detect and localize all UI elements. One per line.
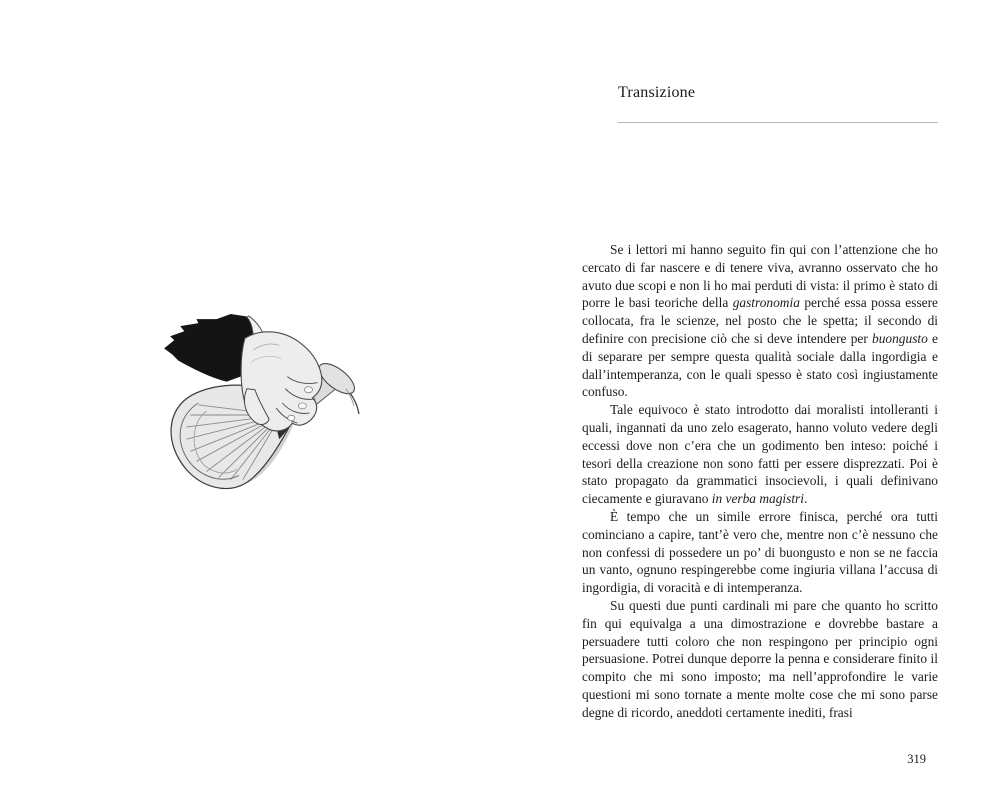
chapter-title: Transizione [618,84,696,101]
paragraph: Se i lettori mi hanno seguito fin qui con l’attenzione che ho cercato di far nascere e di tenere viva, avranno osservato che ho avuto due scopi e non li ho mai perduti di vista: il primo è stato di porre le basi teoriche della gastronomia perché essa possa essere collocata, fra le scienze, nel posto che le spetta; il secondo di definire con precisione ciò che si deve intendere per buongusto e di separare per sempre questa qualità sociale dalla ingordigia e dall’intemperanza, con le quali spesso è stato così ingiustamente confuso. [582,242,938,400]
paragraph: Tale equivoco è stato introdotto dai moralisti intolleranti i quali, ingannati da uno zelo esagerato, hanno voluto vedere degli eccessi dove non c’era che un godimento ben inteso: poiché i tesori della creazione non sono fatti per essere disprezzati. Poi è stato propagato da grammatici insocievoli, i quali definivano ciecamente e giuravano in verba magistri. [582,402,938,507]
body-text [582,241,938,722]
paragraph: È tempo che un simile errore finisca, perché ora tutti cominciano a capire, tant’è vero che, mentre non c’è nessuno che non confessi di possedere un po’ di buongusto e non se ne faccia un vanto, ognuno respingerebbe come ingiuria villana l’accusa di ingordigia, di voracità e di intemperanza. [582,508,938,596]
title-rule [618,122,938,123]
inverted-goblet-illustration [158,310,360,522]
page-number: 319 [907,752,926,766]
hand [241,332,322,431]
paragraph: Su questi due punti cardinali mi pare che quanto ho scritto fin qui equivalga a una dimostrazione e dovrebbe bastare a persuadere tutti coloro che non respingono per principio ogni persuasione. Potrei dunque deporre la penna e considerare finito il compito che mi sono imposto; ma nell’approfondire le varie questioni mi sono tornate a mente molte cose che mi sono parse degne di ricordo, aneddoti certamente inediti, frasi [582,597,938,720]
